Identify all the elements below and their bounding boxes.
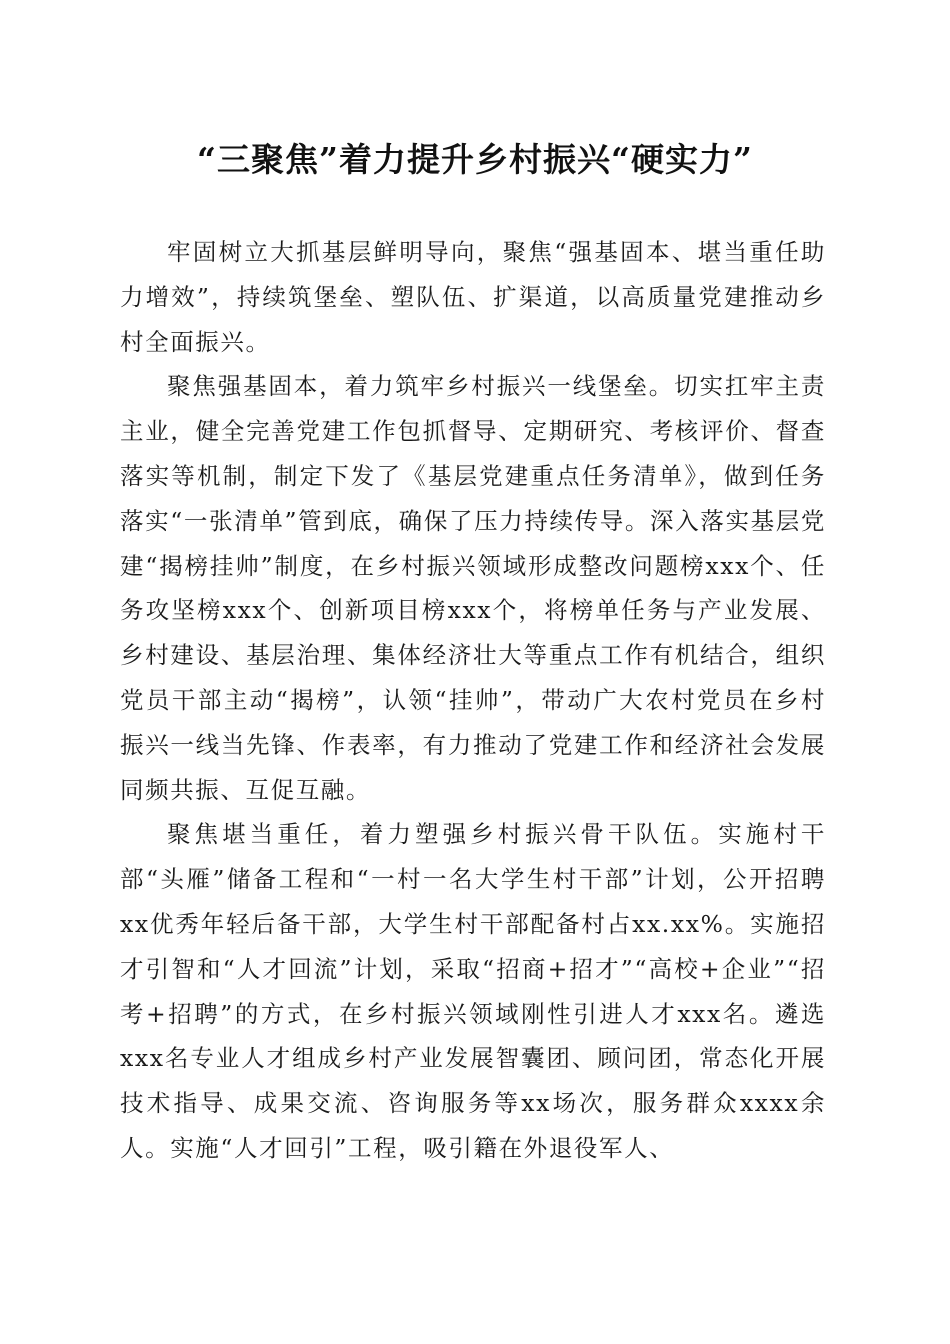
paragraph: 聚焦堪当重任，着力塑强乡村振兴骨干队伍。实施村干部“头雁”储备工程和“一村一名大学生村干部”计划，公开招聘xx优秀年轻后备干部，大学生村干部配备村占xx.xx%。实施招才引智和“人才回流”计划，采取“招商+招才”“高校+企业”“招考+招聘”的方式，在乡村振兴领域刚性引进人才xxx名。遴选xxx名专业人才组成乡村产业发展智囊团、顾问团，常态化开展技术指导、成果交流、咨询服务等xx场次，服务群众xxxx余人。实施“人才回引”工程，吸引籍在外退役军人、 — [120, 820, 826, 1162]
document-body — [120, 230, 826, 1171]
paragraph: 聚焦强基固本，着力筑牢乡村振兴一线堡垒。切实扛牢主责主业，健全完善党建工作包抓督导、定期研究、考核评价、督查落实等机制，制定下发了《基层党建重点任务清单》，做到任务落实“一张清单”管到底，确保了压力持续传导。深入落实基层党建“揭榜挂帅”制度，在乡村振兴领域形成整改问题榜xxx个、任务攻坚榜xxx个、创新项目榜xxx个，将榜单任务与产业发展、乡村建设、基层治理、集体经济壮大等重点工作有机结合，组织党员干部主动“揭榜”，认领“挂帅”，带动广大农村党员在乡村振兴一线当先锋、作表率，有力推动了党建工作和经济社会发展同频共振、互促互融。 — [120, 372, 826, 804]
document-title: “三聚焦”着力提升乡村振兴“硬实力” — [197, 140, 753, 179]
paragraph: 牢固树立大抓基层鲜明导向，聚焦“强基固本、堪当重任助力增效”，持续筑堡垒、塑队伍、扩渠道，以高质量党建推动乡村全面振兴。 — [120, 238, 826, 356]
